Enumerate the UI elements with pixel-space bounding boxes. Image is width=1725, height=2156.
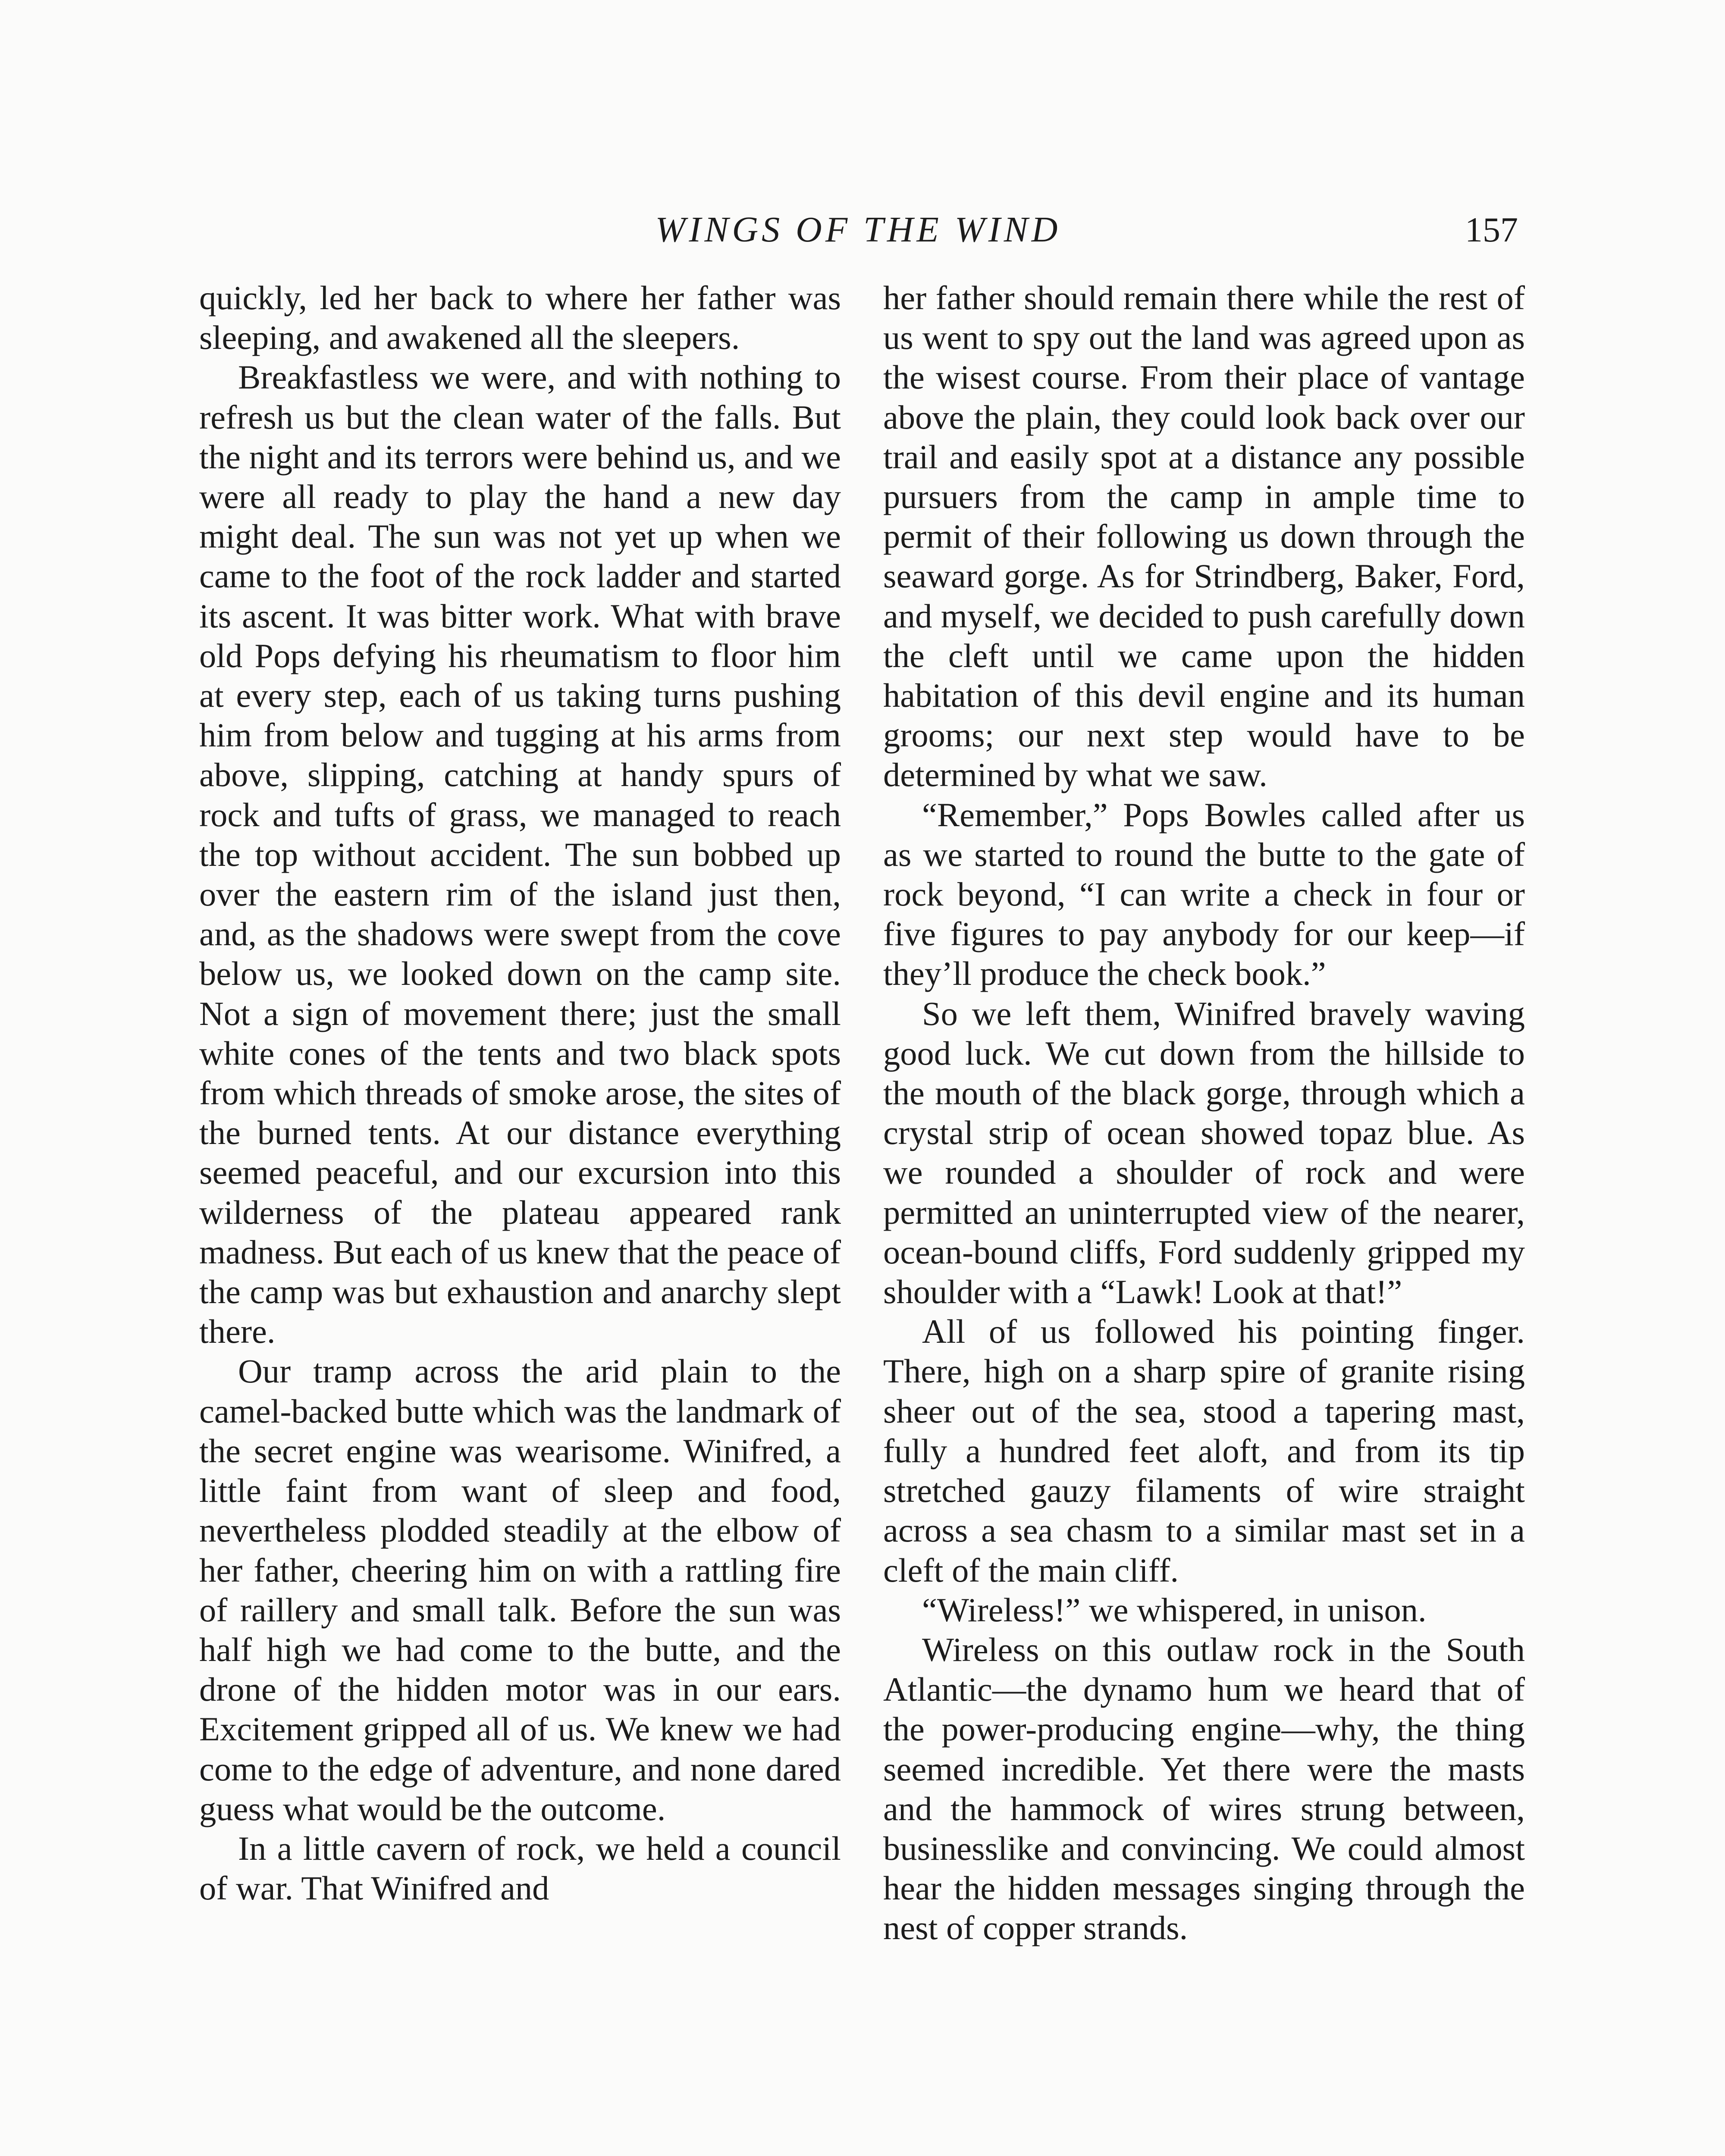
paragraph: Breakfastless we were, and with nothing to refresh us but the clean water of the falls. But the night and its terrors were behind us, and we were all ready to play the hand a new day might deal. The sun was not yet up when we came to the foot of the rock ladder and started its ascent. It was bitter work. What with brave old Pops defying his rheumatism to floor him at every step, each of us taking turns pushing him from below and tugging at his arms from above, slipping, catching at handy spurs of rock and tufts of grass, we managed to reach the top without accident. The sun bobbed up over the eastern rim of the island just then, and, as the shadows were swept from the cove below us, we looked down on the camp site. Not a sign of movement there; just the small white cones of the tents and two black spots from which threads of smoke arose, the sites of the burned tents. At our distance everything seemed peaceful, and our excursion into this wilderness of the plateau appeared rank madness. But each of us knew that the peace of the camp was but exhaustion and anarchy slept there. [199, 358, 841, 1351]
paragraph: Wireless on this outlaw rock in the South Atlantic—the dynamo hum we heard that of the power-producing engine—why, the thing seemed incredible. Yet there were the masts and the hammock of wires strung between, businesslike and convincing. We could almost hear the hidden messages singing through the nest of copper strands. [883, 1630, 1525, 1947]
paragraph: “Remember,” Pops Bowles called after us as we started to round the butte to the gate of rock beyond, “I can write a check in four or five figures to pay anybody for our keep—if they’ll produce the check book.” [883, 796, 1525, 993]
paragraph: All of us followed his pointing finger. There, high on a sharp spire of granite rising sheer out of the sea, stood a tapering mast, fully a hundred feet aloft, and from its tip stretched gauzy filaments of wire straight across a sea chasm to a similar mast set in a cleft of the main cliff. [883, 1313, 1525, 1589]
running-title: WINGS OF THE WIND [655, 210, 1061, 250]
paragraph: So we left them, Winifred bravely waving good luck. We cut down from the hillside to the mouth of the black gorge, through which a crystal strip of ocean showed topaz blue. As we rounded a shoulder of rock and were permitted an uninterrupted view of the nearer, ocean-bound cliffs, Ford suddenly gripped my shoulder with a “Lawk! Look at that!” [883, 994, 1525, 1311]
left-column [199, 278, 841, 1908]
paragraph: quickly, led her back to where her father was sleeping, and awakened all the sleepers. [199, 279, 841, 357]
paragraph: “Wireless!” we whispered, in unison. [922, 1591, 1427, 1629]
paragraph: Our tramp across the arid plain to the camel-backed butte which was the landmark of the secret engine was wearisome. Winifred, a little faint from want of sleep and food, nevertheless plodded steadily at the elbow of her father, cheering him on with a rattling fire of raillery and small talk. Before the sun was half high we had come to the butte, and the drone of the hidden motor was in our ears. Excitement gripped all of us. We knew we had come to the edge of adventure, and none dared guess what would be the outcome. [199, 1352, 841, 1827]
page-number: 157 [1465, 210, 1518, 249]
page-header [0, 202, 1725, 258]
paragraph: In a little cavern of rock, we held a council of war. That Winifred and [199, 1829, 841, 1907]
right-column [883, 278, 1525, 1948]
paragraph: her father should remain there while the rest of us went to spy out the land was agreed upon as the wisest course. From their place of vantage above the plain, they could look back over our trail and easily spot at a distance any possible pursuers from the camp in ample time to permit of their following us down through the seaward gorge. As for Strindberg, Baker, Ford, and myself, we decided to push carefully down the cleft until we came upon the hidden habitation of this devil engine and its human grooms; our next step would have to be determined by what we saw. [883, 279, 1525, 794]
